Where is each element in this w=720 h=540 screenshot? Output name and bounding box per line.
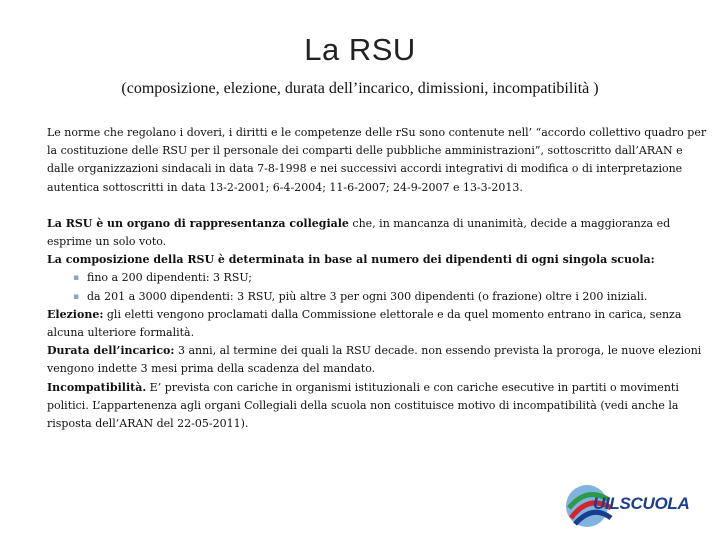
- list-item: ▪ da 201 a 3000 dipendenti: 3 RSU, più altre 3 per ogni 300 dipendenti (o frazione) oltre i 200 iniziali.: [73, 288, 712, 306]
- slide-title: La RSU: [304, 32, 416, 67]
- slide-subtitle: (composizione, elezione, durata dell’incarico, dimissioni, incompatibilità ): [121, 80, 599, 97]
- elezione-text: gli eletti vengono proclamati dalla Commissione elettorale e da quel momento entrano in carica, senza alcuna ulteriore formalità.: [47, 307, 682, 340]
- bullet-square-icon: ▪: [73, 291, 80, 302]
- incompatibilita-heading: Incompatibilità.: [47, 380, 147, 394]
- durata-text: 3 anni, al termine dei quali la RSU decade. non essendo prevista la proroga, le nuove elezioni vengono indette 3 mesi prima della scadenza del mandato.: [47, 344, 702, 376]
- list-item: ▪ fino a 200 dipendenti: 3 RSU;: [73, 269, 712, 287]
- incompatibilita-text: E’ prevista con cariche in organismi istituzionali e con cariche esecutive in partiti o movimenti politici. L’appartenenza agli organi Collegiali della scuola non costituisce motivo di incompatibilità (vedi anche la risposta dell’ARAN del 22-05-2011).: [47, 380, 679, 431]
- elezione-heading: Elezione:: [47, 307, 104, 321]
- logo-text: UILSCUOLA: [593, 494, 690, 513]
- incompatibilita-paragraph: [47, 379, 712, 434]
- durata-paragraph: [47, 342, 712, 378]
- organo-paragraph: [47, 215, 712, 251]
- composizione-list: [47, 269, 712, 305]
- organo-text: che, in mancanza di unanimità, decide a maggioranza ed esprime un solo voto.: [47, 216, 671, 249]
- bullet-square-icon: ▪: [73, 273, 80, 284]
- durata-heading: Durata dell’incarico:: [47, 344, 175, 358]
- uilscuola-logo: [565, 478, 707, 530]
- slide-content: [47, 124, 712, 433]
- organo-heading: La RSU è un organo di rappresentanza collegiale: [47, 216, 349, 230]
- composizione-heading: La composizione della RSU è determinata in base al numero dei dipendenti di ogni singola scuola:: [47, 253, 655, 267]
- intro-paragraph: Le norme che regolano i doveri, i diritti e le competenze delle rSu sono contenute nell’ “accordo collettivo quadro per la costituzione delle RSU per il personale dei comparti delle pubbliche amministrazioni”, sottoscritto dall’ARAN e dalle organizzazioni sindacali in data 7-8-1998 e nei successivi accordi integrativi di modifica o di interpretazione autentica sottoscritti in data 13-2-2001; 6-4-2004; 11-6-2007; 24-9-2007 e 13-3-2013.: [47, 126, 707, 194]
- elezione-paragraph: [47, 306, 712, 342]
